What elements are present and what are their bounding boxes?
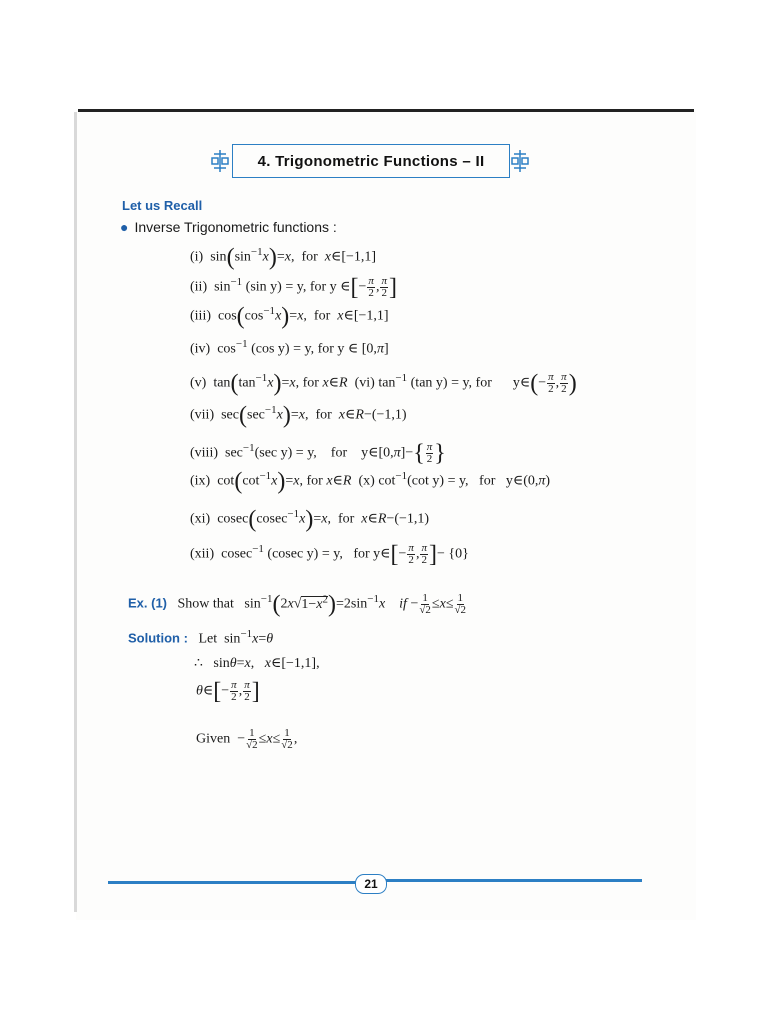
formula-viii: (viii) $\sec^{-1}(\sec$ y) = y, for y∈[0,π]−{ $\frac{\pi}{2}$ } [190,440,446,467]
formula-xi: (xi) cosec(cosec$^{-1}$x)=x, for x∈R−(−1,1) [190,506,430,533]
solution-label: Solution : [128,630,188,646]
formula-vi-label: (vi) [354,375,375,391]
formula-xii: (xii) cosec$^{-1}$ (cosec y) = y, for y∈[− $\frac{\pi}{2}$ , $\frac{\pi}{2}$ ]− {0} [190,541,469,568]
chapter-title: 4. Trigonometric Functions – II [257,152,485,170]
bullet-item [120,219,337,235]
footer-rule-right [384,879,642,882]
formula-viii-label: (viii) [190,445,218,461]
formula-xii-label: (xii) [190,546,215,562]
example-line: Ex. (1) Show that $\sin^{-1}(2x√1-x^2)=2\sin^{-1}x$ if − $\frac{1}{√2}$ ≤x≤ $\frac{1}{√2}$ [128,591,467,618]
formula-ix-label: (ix) [190,473,211,489]
solution-line: Solution : Let $\sin^{-1}x=\theta$ [128,628,274,647]
solution-given: Given [196,731,231,747]
formula-ii: (ii) $\sin^{-1} (\sin$ y) = y, for y ∈[− $\frac{\pi}{2}$ , $\frac{\pi}{2}$ ] [190,274,397,301]
condition-prefix: if [399,596,407,612]
page-number-badge [355,874,387,894]
right-ornament-icon [510,148,530,174]
formula-i-label: (i) [190,249,204,265]
bullet-dot-icon: ● [120,219,129,235]
formula-ii-label: (ii) [190,279,208,295]
formula-v-label: (v) [190,375,207,391]
section-heading: Let us Recall [122,198,203,213]
formula-ix-x: (ix) $\cot(\cot^{-1}x)=x$, for x∈R (x) $\cot^{-1}(\cot$ y) = y, for y∈(0,π) [190,468,551,495]
solution-step-1: ∴ sinθ=x, x∈[−1,1], [194,656,320,671]
left-ornament-icon [210,148,230,174]
formula-vii: (vii) $\sec(\sec^{-1}x)=x$, for x∈R−(−1,1) [190,402,407,429]
example-label: Ex. (1) [128,595,168,611]
footer-rule-left [108,881,358,884]
top-rule [78,109,694,112]
formula-v-vi: (v) $\tan(\tan^{-1}x)=x$, for x∈R (vi) $\tan^{-1} (\tan$ y) = y, for y∈(− $\frac{\pi}{2}$ , $\frac{\pi}{2}$ ) [190,370,577,397]
solution-step-3: Given − $\frac{1}{√2}$ ≤x≤ $\frac{1}{√2}$ , [196,727,298,751]
solution-let: Let [198,631,218,647]
formula-iii-label: (iii) [190,308,211,324]
formula-i: (i) $\sin(\sin^{-1}x)=x$, for x∈[−1,1] [190,244,377,271]
page-number: 21 [364,877,378,891]
chapter-title-box [232,144,510,178]
formula-iii: (iii) $\cos(\cos^{-1}x)=x$, for x∈[−1,1] [190,303,389,330]
example-text: Show that [177,596,234,612]
solution-step-2: θ∈[− $\frac{\pi}{2}$ , $\frac{\pi}{2}$ ] [196,678,260,705]
formula-vii-label: (vii) [190,407,215,423]
formula-x-label: (x) [358,473,375,489]
page-left-edge [74,112,77,912]
formula-iv: (iv) $\cos^{-1} (\cos$ y) = y, for y ∈ [0,π] [190,338,389,357]
bullet-text: Inverse Trigonometric functions : [134,219,337,235]
formula-iv-label: (iv) [190,341,211,357]
formula-xi-label: (xi) [190,511,211,527]
